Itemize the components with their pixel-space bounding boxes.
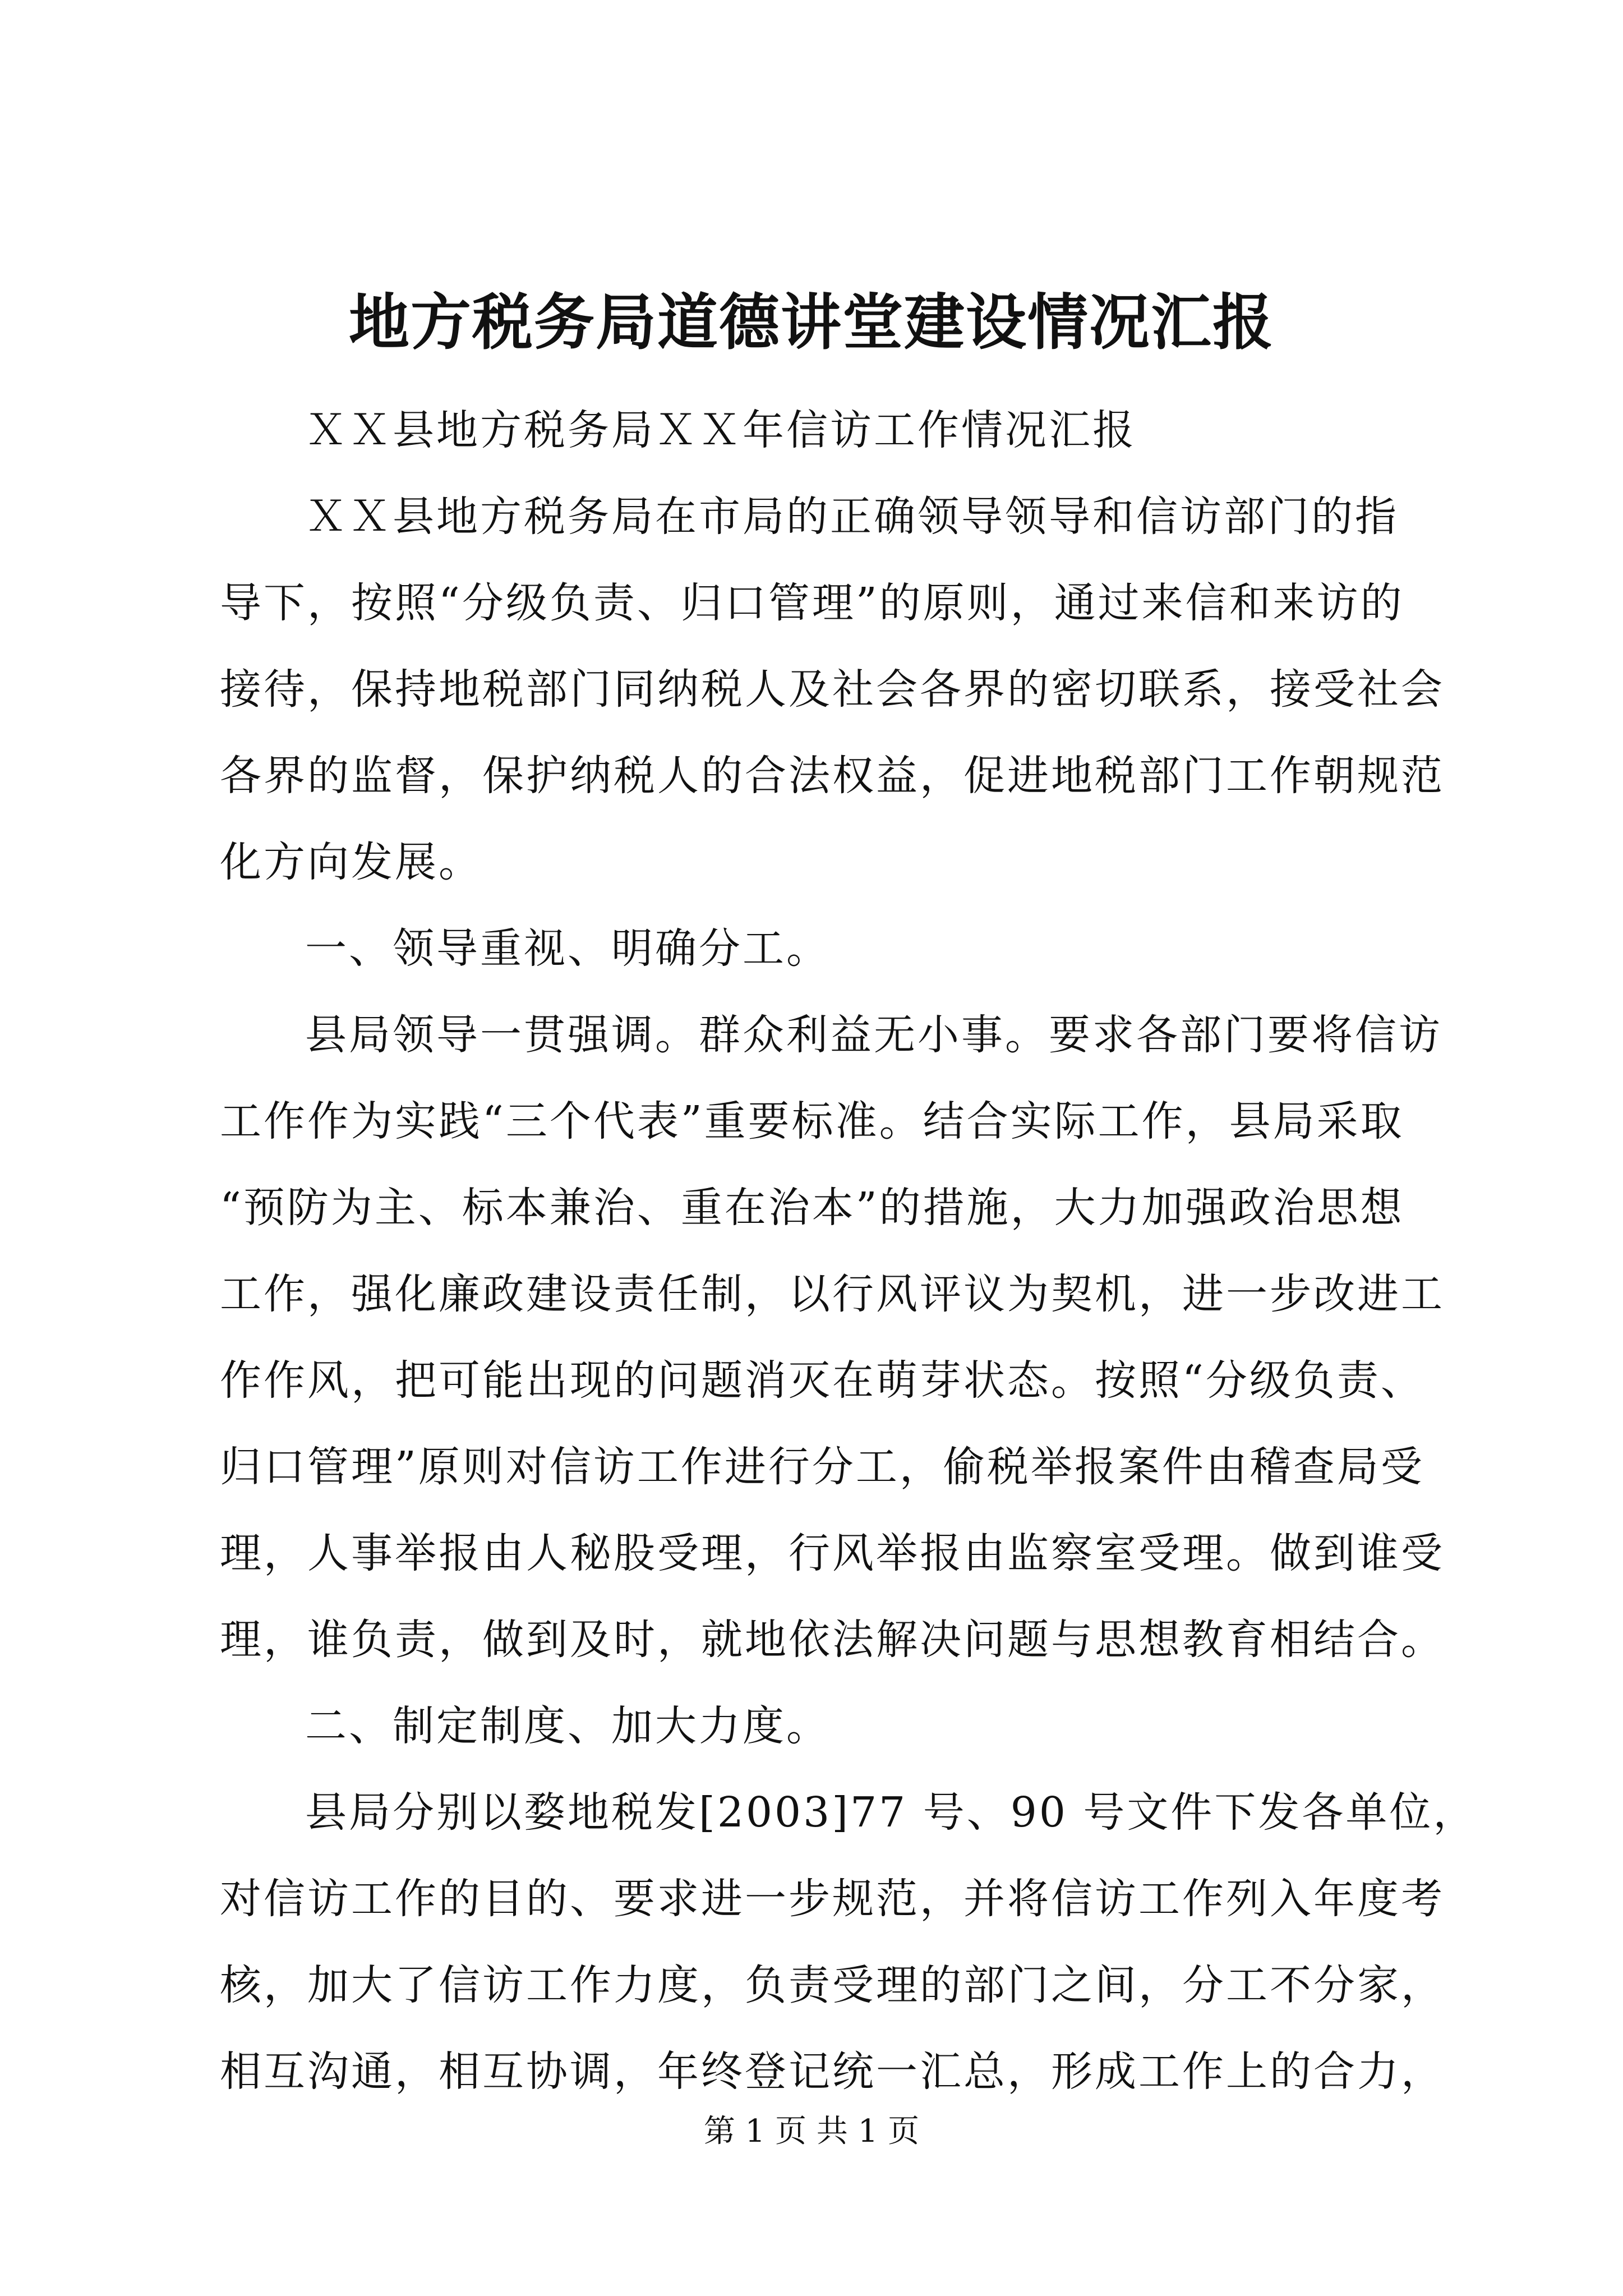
section-heading: 一、领导重视、明确分工。 [305, 924, 830, 973]
paragraph-line: 工作作为实践“三个代表”重要标准。结合实际工作，县局采取 [220, 1097, 1404, 1145]
paragraph-line: 理，谁负责，做到及时，就地依法解决问题与思想教育相结合。 [220, 1616, 1445, 1664]
document-title: 地方税务局道德讲堂建设情况汇报 [348, 287, 1274, 358]
paragraph-line: 理，人事举报由人秘股受理，行风举报由监察室受理。做到谁受 [220, 1529, 1445, 1577]
paragraph-line: 导下，按照“分级负责、归口管理”的原则，通过来信和来访的 [220, 579, 1404, 627]
paragraph-line: 县局分别以婺地税发[2003]77 号、90 号文件下发各单位， [305, 1788, 1477, 1837]
paragraph-line: 核，加大了信访工作力度，负责受理的部门之间，分工不分家， [220, 1961, 1445, 2009]
paragraph-line: 工作，强化廉政建设责任制，以行风评议为契机，进一步改进工 [220, 1270, 1445, 1318]
paragraph-line: 接待，保持地税部门同纳税人及社会各界的密切联系，接受社会 [220, 665, 1445, 714]
section-heading: 二、制定制度、加大力度。 [305, 1702, 830, 1750]
paragraph-line: 县局领导一贯强调。群众利益无小事。要求各部门要将信访 [305, 1011, 1442, 1059]
paragraph-line: 各界的监督，保护纳税人的合法权益，促进地税部门工作朝规范 [220, 752, 1445, 800]
paragraph-line: 作作风，把可能出现的问题消灭在萌芽状态。按照“分级负责、 [220, 1356, 1424, 1405]
document-body [220, 387, 1477, 2115]
paragraph-line: “预防为主、标本兼治、重在治本”的措施，大力加强政治思想 [220, 1184, 1404, 1232]
page-footer: 第 1 页 共 1 页 [703, 2113, 920, 2150]
paragraph-line: 化方向发展。 [220, 838, 482, 886]
paragraph-line: 对信访工作的目的、要求进一步规范，并将信访工作列入年度考 [220, 1875, 1445, 1923]
paragraph-line: ＸＸ县地方税务局ＸＸ年信访工作情况汇报 [305, 406, 1136, 454]
paragraph-line: 相互沟通，相互协调，年终登记统一汇总，形成工作上的合力， [220, 2047, 1445, 2096]
paragraph-line: ＸＸ县地方税务局在市局的正确领导领导和信访部门的指 [305, 493, 1399, 541]
paragraph-line: 归口管理”原则对信访工作进行分工，偷税举报案件由稽查局受 [220, 1443, 1424, 1491]
